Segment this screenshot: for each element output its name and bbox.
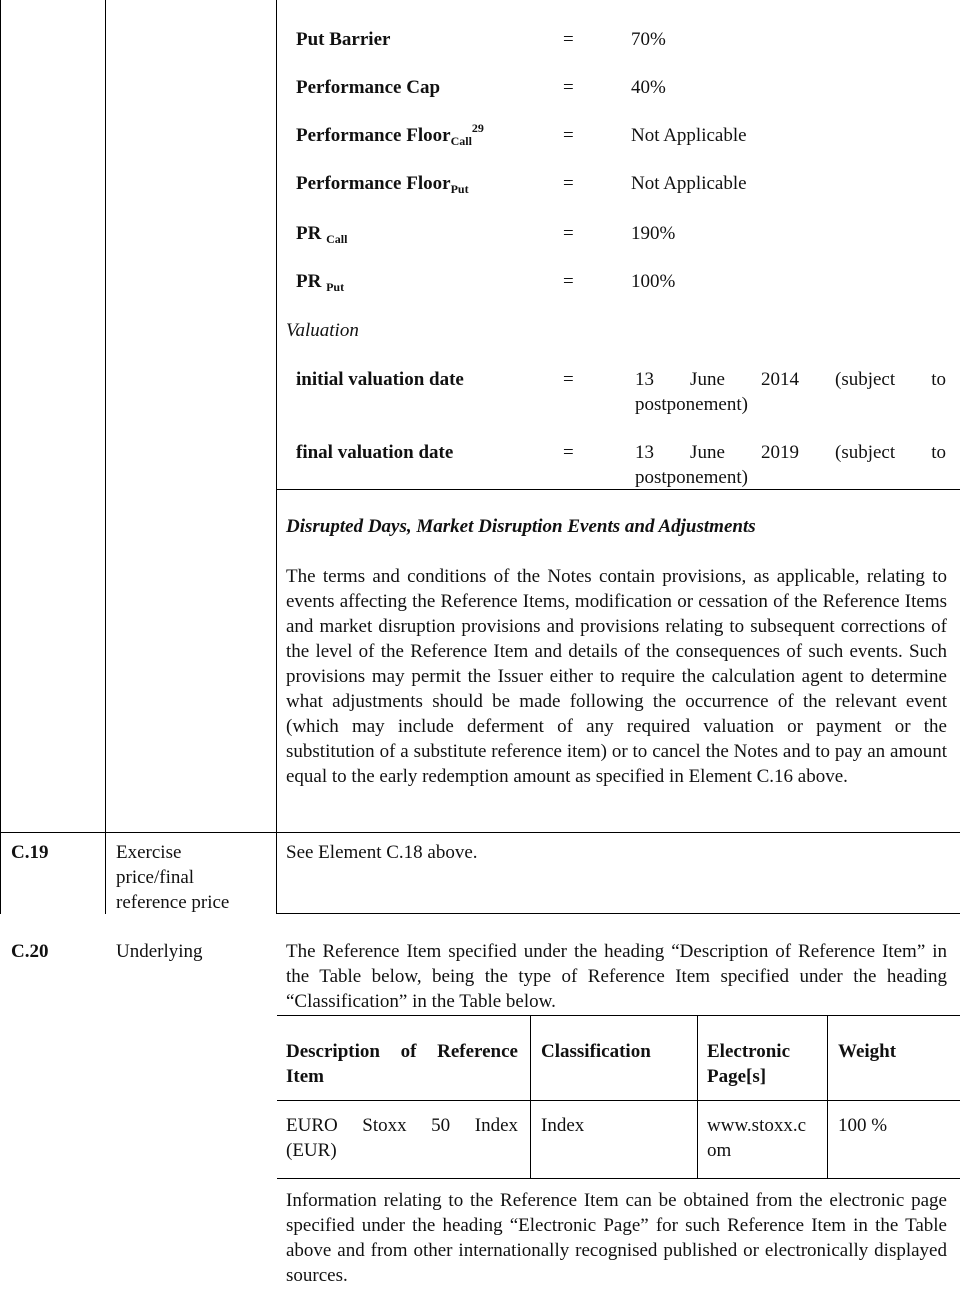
table-col-divider-2 xyxy=(697,1015,698,1179)
param-value: 70% xyxy=(631,29,666,50)
disrupted-body: The terms and conditions of the Notes contain provisions, as applicable, relating to events affecting the Reference Items, modification or cessation of the Reference Items and market disruption provisions and provisions relating to subsequent corrections of the level of the Reference Item and details of the consequences of such events. Such provisions may permit the Issuer either to require the calculation agent to determine what adjustments should be made following the occurrence of the relevant event (which may include deferment of any required valuation or payment or the substitution of a substitute reference item) or to cancel the Notes and to pay an amount equal to the early redemption amount as specified in Element C.16 above. xyxy=(286,566,947,787)
param-eq: = xyxy=(563,125,574,146)
param-value: Not Applicable xyxy=(631,173,747,194)
table-header-description: Description of Reference xyxy=(286,1041,518,1062)
table-cell-electronic: www.stoxx.c xyxy=(707,1115,807,1136)
param-label: PR $_{Put}$ xyxy=(296,271,345,294)
final-valuation-label: final valuation date xyxy=(296,442,454,463)
valuation-heading: Valuation xyxy=(286,320,359,341)
table-col-divider-3 xyxy=(827,1015,828,1179)
param-eq: = xyxy=(563,173,574,194)
c19-title-line2: price/final xyxy=(116,867,195,888)
param-value: Not Applicable xyxy=(631,125,747,146)
c20-code: C.20 xyxy=(11,941,49,962)
param-label: Performance Floor$_{Call}^{29}$ xyxy=(296,121,484,148)
initial-valuation-label: initial valuation date xyxy=(296,369,464,390)
table-cell-electronic-cont: om xyxy=(707,1140,732,1161)
c19-title-line3: reference price xyxy=(116,892,230,913)
left-border xyxy=(0,0,1,914)
table-cell-description: EURO Stoxx 50 Index xyxy=(286,1115,518,1136)
param-label: Put Barrier xyxy=(296,29,391,50)
table-header-weight: Weight xyxy=(838,1041,897,1062)
row-rule-c19-bottom xyxy=(277,913,960,914)
param-label: Performance Cap xyxy=(296,77,441,98)
initial-valuation-value-cont: postponement) xyxy=(635,394,748,415)
param-eq: = xyxy=(563,77,574,98)
c19-body: See Element C.18 above. xyxy=(286,842,478,863)
param-eq: = xyxy=(563,223,574,244)
col-divider-1 xyxy=(105,0,106,914)
col-divider-2 xyxy=(276,0,277,914)
param-label: PR $_{Call}$ xyxy=(296,223,348,246)
final-valuation-eq: = xyxy=(563,442,574,463)
final-valuation-value-cont: postponement) xyxy=(635,467,748,488)
table-header-electronic-cont: Page[s] xyxy=(707,1066,767,1087)
initial-valuation-value: 13 June 2014 (subject to xyxy=(635,369,946,390)
c20-title: Underlying xyxy=(116,941,203,962)
table-header-classification: Classification xyxy=(541,1041,651,1062)
final-valuation-value: 13 June 2019 (subject to xyxy=(635,442,946,463)
table-col-divider-1 xyxy=(530,1015,531,1179)
table-header-electronic: Electronic xyxy=(707,1041,791,1062)
disrupted-heading: Disrupted Days, Market Disruption Events and Adjustments xyxy=(286,516,756,537)
param-eq: = xyxy=(563,271,574,292)
table-top-border xyxy=(277,1015,960,1016)
table-cell-description-cont: (EUR) xyxy=(286,1140,337,1161)
c20-footer: Information relating to the Reference Item can be obtained from the electronic page specified under the heading “Electronic Page” for such Reference Item in the Table above and from other internationally recognised published or electronically displayed sources. xyxy=(286,1190,947,1286)
c20-body: The Reference Item specified under the heading “Description of Reference Item” in the Table below, being the type of Reference Item specified under the heading “Classification” in the Table below. xyxy=(286,941,947,1012)
table-cell-weight: 100 % xyxy=(838,1115,888,1136)
c19-title-line1: Exercise xyxy=(116,842,182,863)
param-value: 100% xyxy=(631,271,676,292)
table-header-description-cont: Item xyxy=(286,1066,324,1087)
table-cell-classification: Index xyxy=(541,1115,585,1136)
c19-code: C.19 xyxy=(11,842,49,863)
row-rule-c19 xyxy=(0,832,960,833)
table-bottom-border xyxy=(277,1178,960,1179)
table-header-divider xyxy=(277,1100,960,1101)
param-label: Performance Floor$_{Put}$ xyxy=(296,173,469,196)
param-eq: = xyxy=(563,29,574,50)
initial-valuation-eq: = xyxy=(563,369,574,390)
param-value: 190% xyxy=(631,223,676,244)
param-value: 40% xyxy=(631,77,666,98)
row-rule-valuation xyxy=(277,489,960,490)
